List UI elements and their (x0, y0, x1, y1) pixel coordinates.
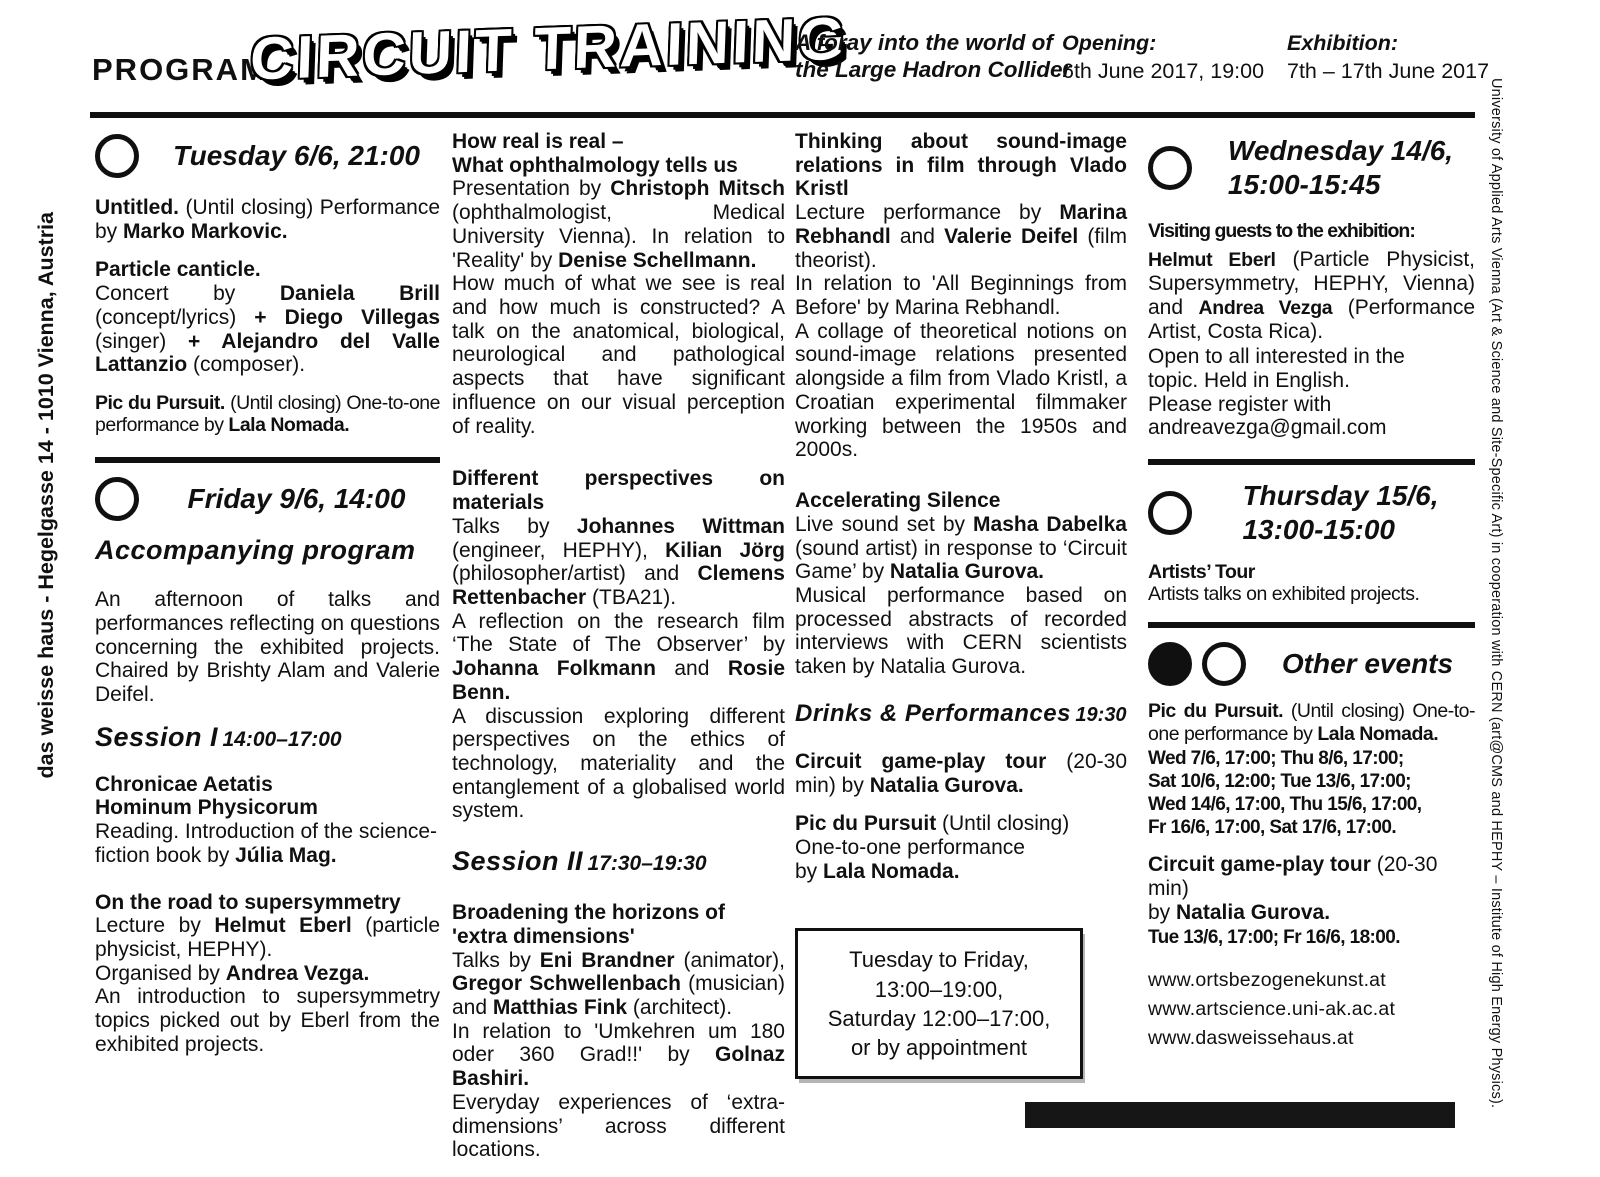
bold-text-run: Golnaz Bashiri. (452, 1043, 785, 1091)
bold-text-run: Helmut Eberl (1148, 249, 1276, 272)
opening-value: 6th June 2017, 19:00 (1062, 58, 1265, 83)
paragraph (1148, 220, 1475, 242)
session-time: 19:30 (1075, 703, 1127, 726)
text-run: Live sound set by (795, 512, 974, 536)
spacer (1148, 628, 1475, 638)
bold-text-run: Marina Rebhandl (795, 201, 1127, 248)
text-run: Concert by (95, 282, 280, 306)
paragraph (1148, 926, 1475, 949)
text-run: (musician) and (452, 972, 785, 1019)
program-column-1 (95, 130, 440, 1072)
opening-info (1062, 30, 1264, 86)
paragraph (795, 489, 1127, 679)
scan-artifact-bar (1025, 1102, 1455, 1128)
paragraph (795, 812, 1127, 883)
bold-text-run: Natalia Gurova. (889, 560, 1044, 584)
bold-text-run: Clemens Rettenbacher (452, 562, 785, 609)
text-run: (animator), (674, 948, 785, 972)
event-title (188, 482, 406, 516)
event-icons (95, 477, 139, 521)
text-run: Lecture performance by (795, 201, 1060, 225)
tagline-line: A foray into the world of (795, 30, 1053, 55)
text-run: One-to-one performance (795, 835, 1025, 859)
bold-text-run: Júlia Mag. (235, 843, 337, 867)
bold-text-run: Lala Nomada. (1317, 722, 1439, 745)
website-link: www.ortsbezogenekunst.at (1148, 968, 1386, 991)
event-title-line: Wednesday 14/6, (1227, 135, 1454, 166)
session-time: 14:00–17:00 (222, 727, 342, 751)
program-column-2 (452, 130, 785, 1177)
program-column-3 (795, 130, 1127, 1079)
spacer (95, 188, 440, 196)
text-run: and (890, 224, 945, 248)
spacer (95, 580, 440, 588)
bold-text-run: Matthias Fink (492, 996, 628, 1019)
paragraph (1148, 345, 1475, 440)
bold-text-run: Lala Nomada. (228, 414, 350, 437)
text-run: (Performance Artist, Costa Rica). (1148, 295, 1475, 343)
bold-text-run: What ophthalmology tells us (452, 153, 738, 177)
event-header (1148, 642, 1475, 686)
bold-text-run: Wed 14/6, 17:00, Thu 15/6, 17:00, (1148, 793, 1422, 815)
text-run: Everyday experiences of ‘extra-dimensions’ across different locations. (452, 1090, 785, 1162)
paragraph (95, 258, 440, 377)
circle-icon (1148, 146, 1192, 190)
text-run: (engineer, HEPHY), (452, 538, 666, 562)
bold-text-run: Pic du Pursuit. (1148, 700, 1283, 723)
bold-text-run: Tue 13/6, 17:00; Fr 16/6, 18:00. (1148, 927, 1400, 949)
text-run: (film theorist). (795, 224, 1127, 272)
bold-text-run: Valerie Deifel (944, 224, 1079, 248)
text-run: (architect). (627, 996, 733, 1019)
bold-text-run: Pic du Pursuit (795, 812, 937, 836)
bold-text-run: Broadening the horizons of (452, 901, 725, 925)
program-label: PROGRAM (92, 52, 268, 87)
bold-text-run: Wed 7/6, 17:00; Thu 8/6, 17:00; (1148, 747, 1404, 769)
text-run: (Until closing) Performance by (95, 196, 440, 243)
text-run: Presentation by (452, 177, 611, 201)
opening-label: Opening: (1062, 31, 1157, 55)
paragraph (452, 130, 785, 438)
exhibition-value: 7th – 17th June 2017 (1287, 58, 1490, 83)
paragraph (95, 196, 440, 243)
session-title: Session II (452, 846, 584, 877)
bold-text-run: Eni Brandner (539, 948, 675, 972)
paragraph (1148, 561, 1475, 605)
bold-text-run: Masha Dabelka (973, 512, 1127, 536)
circuit-training-logo: CIRCUIT TRAINING (249, 4, 849, 93)
event-title (173, 139, 420, 173)
text-run: (Particle Physicist, Supersymmetry, HEPHY, Vienna) and (1148, 248, 1475, 319)
event-header (1148, 479, 1475, 547)
paragraph (795, 130, 1127, 462)
event-title-line: 13:00-15:00 (1242, 514, 1396, 546)
session-title: Drinks & Performances (795, 699, 1071, 727)
spacer (795, 694, 1127, 698)
event-icons (1148, 146, 1192, 190)
bold-text-run: Johannes Wittman (576, 514, 786, 538)
opening-hours-line: Saturday 12:00–17:00, (827, 1005, 1051, 1031)
website-links (1148, 966, 1475, 1054)
session-header (795, 700, 1127, 728)
bold-text-run: Different perspectives on materials (452, 467, 785, 515)
opening-hours-box (795, 928, 1083, 1079)
spacer (452, 453, 785, 467)
header-divider (90, 112, 1475, 118)
program-column-4 (1148, 130, 1475, 1053)
bold-text-run: Andrea Vezga (1198, 296, 1333, 319)
spacer (1148, 839, 1475, 853)
bold-text-run: + Alejandro del Valle Lattanzio (95, 329, 440, 377)
bold-text-run: Andrea Vezga. (225, 961, 370, 985)
bold-text-run: Chronicae Aetatis (95, 772, 273, 796)
session-header (452, 846, 785, 877)
spacer (95, 883, 440, 891)
event-title-line: Friday 9/6, 14:00 (187, 483, 406, 515)
event-header (1148, 134, 1475, 202)
bold-text-run: Circuit game-play tour (1148, 853, 1371, 877)
exhibition-label: Exhibition: (1287, 31, 1399, 55)
text-run: by (795, 859, 824, 883)
text-run: A discussion exploring different perspectives on the ethics of technology, materiality and the entanglement of a globalised world system. (452, 704, 785, 823)
circle-icon (1202, 642, 1246, 686)
circle-icon (1148, 491, 1192, 535)
bold-text-run: Pic du Pursuit. (95, 392, 225, 415)
paragraph (795, 750, 1127, 797)
bold-text-run: Kilian Jörg (665, 538, 785, 562)
opening-hours-line: 13:00–19:00, (874, 976, 1004, 1002)
text-run: An introduction to supersymmetry topics picked out by Eberl from the exhibited projects. (95, 985, 440, 1056)
paragraph (1148, 700, 1475, 744)
spacer (95, 463, 440, 473)
text-run: An afternoon of talks and performances reflecting on questions concerning the exhibited projects. Chaired by Brishty Alam and Valerie Deifel. (95, 588, 440, 706)
paragraph (95, 891, 440, 1057)
venue-address-vertical: das weisse haus - Hegelgasse 14 - 1010 Vienna, Austria (34, 212, 58, 779)
tagline (795, 30, 1071, 83)
text-run: In relation to 'All Beginnings from Before' by Marina Rebhandl. (795, 272, 1127, 320)
spacer (1148, 465, 1475, 475)
bold-text-run: Helmut Eberl (214, 914, 352, 938)
bold-text-run: Visiting guests to the exhibition: (1148, 220, 1415, 243)
text-run: How much of what we see is real and how much is constructed? A talk on the anatomical, biological, neurological and pathological aspects that have significant influence on our visual perception of reality. (452, 272, 785, 438)
paragraph (1148, 747, 1475, 840)
bold-text-run: Denise Schellmann. (558, 248, 757, 272)
text-run: (philosopher/artist) and (452, 562, 698, 586)
paragraph (1148, 248, 1475, 343)
text-run: (20-30 min) by (795, 749, 1127, 797)
website-link: www.dasweissehaus.at (1148, 1027, 1354, 1050)
paragraph (452, 901, 785, 1162)
text-run: In relation to 'Umkehren um 180 oder 360 Grad!!' by (452, 1019, 785, 1067)
paragraph (1148, 853, 1475, 924)
event-icons (1148, 491, 1192, 535)
text-run: (particle physicist, HEPHY). (95, 914, 441, 961)
bold-text-run: Christoph Mitsch (610, 177, 785, 201)
bold-text-run: Daniela Brill (279, 282, 440, 306)
text-run: A reflection on the research film ‘The State of The Observer’ by (452, 609, 785, 657)
bold-text-run: Johanna Folkmann (452, 657, 656, 681)
tagline-line: the Large Hadron Collider (795, 56, 1072, 82)
text-run: by (1148, 900, 1177, 924)
bold-text-run: Gregor Schwellenbach (452, 972, 681, 996)
bold-text-run: Natalia Gurova. (1176, 900, 1331, 924)
text-run: (20-30 min) (1148, 853, 1438, 900)
text-run: (concept/lyrics) (95, 305, 255, 329)
text-run: Talks by (452, 948, 540, 972)
text-run: A collage of theoretical notions on sound-image relations presented alongside a film from Vlado Kristl, a Croatian experimental filmmaker working between the 1950s and 2000s. (795, 319, 1127, 462)
session-title: Session I (95, 721, 219, 752)
spacer (795, 898, 1127, 928)
bold-text-run: Untitled. (95, 196, 179, 219)
bold-text-run: How real is real – (452, 130, 624, 153)
text-run: Reading. Introduction of the science-fiction book by (95, 820, 438, 867)
text-run: Talks by (452, 514, 577, 538)
spacer (1148, 950, 1475, 966)
session-time: 17:30–19:30 (587, 852, 707, 876)
exhibition-info (1287, 30, 1489, 86)
section-title: Accompanying program (95, 535, 416, 566)
bold-text-run: Natalia Gurova. (869, 773, 1024, 797)
text-run: (TBA21). (586, 585, 677, 609)
event-title-line: Tuesday 6/6, 21:00 (173, 139, 420, 171)
bold-text-run: Thinking about sound-image relations in film through Vlado Kristl (795, 130, 1127, 201)
bold-text-run: Sat 10/6, 12:00; Tue 13/6, 17:00; (1148, 770, 1411, 792)
paragraph (452, 467, 785, 823)
text-run: (singer) (95, 329, 188, 353)
event-header (95, 134, 440, 178)
bold-text-run: Rosie Benn. (452, 657, 785, 704)
paragraph (95, 588, 440, 707)
event-title-line: Thursday 15/6, (1242, 480, 1439, 512)
credits-vertical: University of Applied Arts Vienna (Art & Science and Site-Specific Art) in cooperation with CERN (art@CMS and HEPHY – Institute of High Energy Physics). (1488, 78, 1504, 1109)
text-run: Please register with (1148, 392, 1332, 416)
bold-text-run: Lala Nomada. (823, 859, 960, 883)
event-title (1228, 134, 1453, 202)
text-run: Open to all interested in the (1148, 345, 1405, 369)
text-run: (Until closing) One-to-one performance by (1148, 700, 1475, 745)
bold-text-run: Marko Markovic. (123, 219, 288, 243)
circle-icon (95, 477, 139, 521)
text-run: (sound artist) in response to ‘Circuit Game’ by (795, 536, 1127, 584)
bold-text-run: 'extra dimensions' (452, 924, 635, 948)
session-header (95, 722, 440, 753)
text-run: Musical performance based on processed abstracts of recorded interviews with CERN scientists taken by Natalia Gurova. (795, 583, 1127, 679)
spacer (795, 477, 1127, 489)
text-run: andreavezga@gmail.com (1148, 416, 1387, 440)
spacer (95, 765, 440, 773)
text-run: (ophthalmologist, Medical University Vienna). In relation to 'Reality' by (452, 201, 785, 272)
circle-icon (95, 134, 139, 178)
website-link: www.artscience.uni-ak.ac.at (1148, 997, 1396, 1020)
event-icons (95, 134, 139, 178)
bold-text-run: Hominum Physicorum (95, 796, 318, 820)
event-icons (1148, 642, 1246, 686)
spacer (452, 838, 785, 844)
text-run: (composer). (187, 353, 306, 377)
bold-text-run: On the road to supersymmetry (95, 890, 401, 914)
bold-text-run: Accelerating Silence (795, 489, 1001, 513)
opening-hours-line: or by appointment (850, 1035, 1028, 1061)
bold-text-run: Circuit game-play tour (795, 749, 1047, 773)
bold-text-run: Artists’ Tour (1148, 561, 1255, 584)
event-header (95, 477, 440, 521)
text-run: topic. Held in English. (1148, 368, 1350, 392)
bold-text-run: + Diego Villegas (254, 305, 440, 329)
text-run: (Until closing) (936, 812, 1070, 836)
spacer (452, 889, 785, 901)
event-title-line: Other events (1281, 648, 1454, 680)
text-run: Artists talks on exhibited projects. (1148, 583, 1420, 606)
paragraph (95, 773, 440, 868)
opening-hours-line: Tuesday to Friday, (849, 947, 1029, 973)
paragraph (95, 392, 440, 436)
text-run: and (655, 657, 728, 681)
event-title (1282, 647, 1453, 681)
text-run: Organised by (95, 961, 226, 985)
filled-circle-icon (1148, 642, 1192, 686)
spacer (795, 740, 1127, 750)
bold-text-run: Fr 16/6, 17:00, Sat 17/6, 17:00. (1148, 817, 1397, 839)
bold-text-run: Particle canticle. (95, 258, 261, 282)
spacer (1148, 212, 1475, 220)
event-title-line: 15:00-15:45 (1227, 169, 1381, 201)
text-run: (Until closing) One-to-one performance by (95, 392, 440, 437)
text-run: Lecture by (95, 914, 215, 938)
event-title (1242, 479, 1438, 547)
